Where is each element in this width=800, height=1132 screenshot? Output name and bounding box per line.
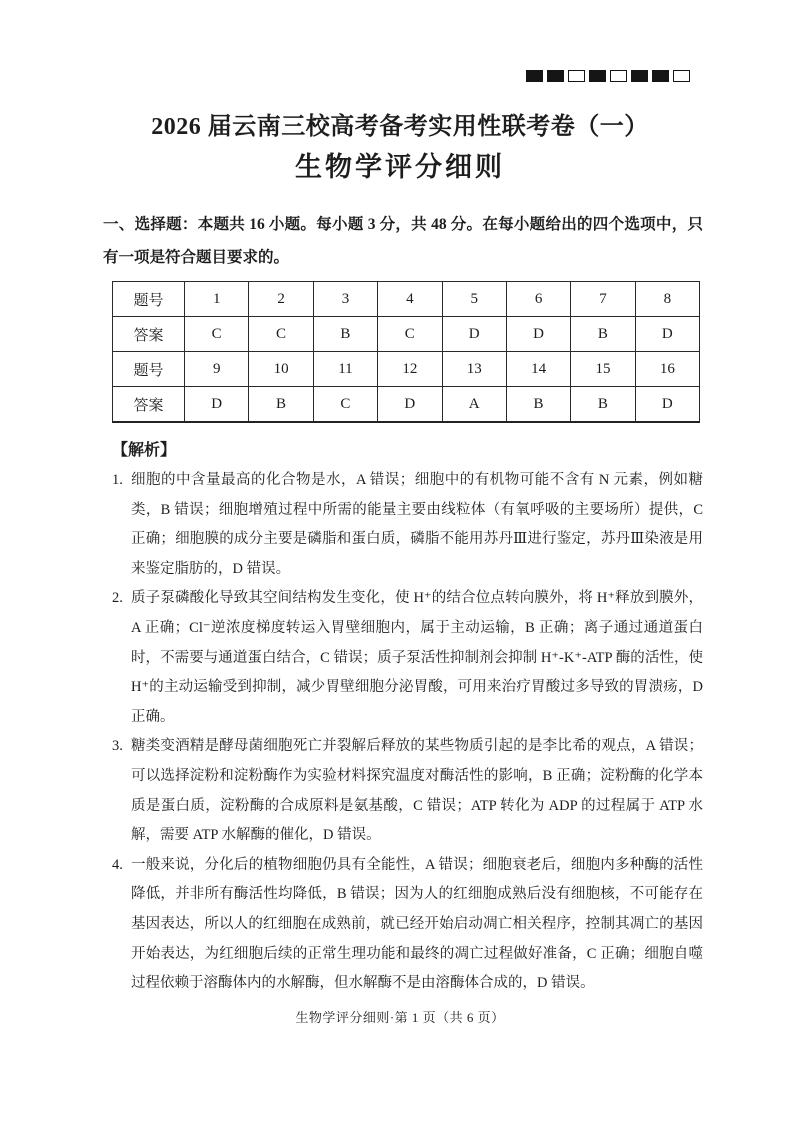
answer-cell: 6 <box>506 282 570 317</box>
analysis-heading: 【解析】 <box>112 442 177 459</box>
answer-cell: 8 <box>635 282 699 317</box>
item-number: 1. <box>112 472 123 488</box>
answer-cell: 7 <box>571 282 635 317</box>
answer-cell: D <box>442 317 506 352</box>
document-title: 2026 届云南三校高考备考实用性联考卷（一） <box>151 114 649 140</box>
answer-cell: 11 <box>313 352 377 387</box>
answer-cell: C <box>249 317 313 352</box>
answer-cell: D <box>635 317 699 352</box>
table-row <box>113 282 700 317</box>
answer-cell: C <box>378 317 442 352</box>
answer-cell: 5 <box>442 282 506 317</box>
answer-cell: B <box>313 317 377 352</box>
document-body <box>103 208 703 999</box>
filled-square-mark <box>652 70 669 82</box>
answer-cell: 1 <box>185 282 249 317</box>
answer-cell: D <box>635 387 699 423</box>
item-number: 4. <box>112 856 123 873</box>
filled-square-mark <box>631 70 648 82</box>
answer-cell: B <box>571 387 635 423</box>
row-label-cell: 题号 <box>113 352 185 387</box>
item-text: 细胞的中含量最高的化合物是水，A 错误；细胞中的有机物可能不含有 N 元素，例如糖类，B 错误；细胞增殖过程中所需的能量主要由线粒体（有氧呼吸的主要场所）提供，C 正确；细胞膜的成分主要是磷脂和蛋白质，磷脂不能用苏丹Ⅲ进行鉴定，苏丹Ⅲ染液是用来鉴定脂肪的，D 错误。 <box>131 472 703 577</box>
row-label-cell: 答案 <box>113 317 185 352</box>
answer-cell: D <box>378 387 442 423</box>
registration-marks <box>526 70 690 83</box>
answer-table <box>112 281 700 423</box>
empty-square-mark <box>673 70 690 82</box>
answer-cell: A <box>442 387 506 423</box>
document-header <box>0 0 800 185</box>
answer-cell: D <box>506 317 570 352</box>
item-text: 质子泵磷酸化导致其空间结构发生变化，使 H⁺的结合位点转向膜外，将 H⁺释放到膜外，A 正确；Cl⁻逆浓度梯度转运入胃壁细胞内，属于主动运输，B 正确；离子通过通道蛋白时，不需要与通道蛋白结合，C 错误；质子泵活性抑制剂会抑制 H⁺-K⁺-ATP 酶的活性，使 H⁺的主动运输受到抑制，减少胃壁细胞分泌胃酸，可用来治疗胃酸过多导致的胃溃疡，D 正确。 <box>131 590 703 725</box>
answer-cell: 3 <box>313 282 377 317</box>
answer-cell: C <box>185 317 249 352</box>
answer-cell: 16 <box>635 352 699 387</box>
answer-cell: B <box>571 317 635 352</box>
page-footer: 生物学评分细则·第 1 页（共 6 页） <box>295 1010 505 1025</box>
answer-cell: 10 <box>249 352 313 387</box>
analysis-list <box>103 466 703 999</box>
item-text: 糖类变酒精是酵母菌细胞死亡并裂解后释放的某些物质引起的是李比希的观点，A 错误；可以选择淀粉和淀粉酶作为实验材料探究温度对酶活性的影响，B 正确；淀粉酶的化学本质是蛋白质，淀粉酶的合成原料是氨基酸，C 错误；ATP 转化为 ADP 的过程属于 ATP 水解，需要 ATP 水解酶的催化，D 错误。 <box>131 738 703 844</box>
filled-square-mark <box>526 70 543 82</box>
answer-cell: D <box>185 387 249 423</box>
section-heading: 一、选择题：本题共 16 小题。每小题 3 分，共 48 分。在每小题给出的四个选项中，只有一项是符合题目要求的。 <box>103 216 703 266</box>
row-label-cell: 答案 <box>113 387 185 423</box>
document-subtitle: 生物学评分细则 <box>295 152 505 182</box>
item-text: 一般来说，分化后的植物细胞仍具有全能性，A 错误；细胞衰老后，细胞内多种酶的活性降低，并非所有酶活性均降低，B 错误；因为人的红细胞成熟后没有细胞核，不可能存在基因表达，所以人的红细胞在成熟前，就已经开始启动凋亡相关程序，控制其凋亡的基因开始表达，为红细胞后续的正常生理功能和最终的凋亡过程做好准备，C 正确；细胞自噬过程依赖于溶酶体内的水解酶，但水解酶不是由溶酶体合成的，D 错误。 <box>131 856 703 992</box>
empty-square-mark <box>568 70 585 82</box>
analysis-item <box>112 466 703 584</box>
filled-square-mark <box>547 70 564 82</box>
answer-table-body <box>113 282 700 423</box>
analysis-item <box>112 732 703 850</box>
answer-cell: 13 <box>442 352 506 387</box>
analysis-item <box>112 584 703 732</box>
analysis-item <box>112 851 703 999</box>
answer-cell: C <box>313 387 377 423</box>
answer-cell: 2 <box>249 282 313 317</box>
item-number: 3. <box>112 738 123 755</box>
empty-square-mark <box>610 70 627 82</box>
answer-cell: 4 <box>378 282 442 317</box>
answer-cell: 12 <box>378 352 442 387</box>
table-row <box>113 352 700 387</box>
answer-cell: 14 <box>506 352 570 387</box>
item-number: 2. <box>112 590 123 607</box>
row-label-cell: 题号 <box>113 282 185 317</box>
filled-square-mark <box>589 70 606 82</box>
answer-cell: B <box>506 387 570 423</box>
answer-cell: 15 <box>571 352 635 387</box>
table-row <box>113 317 700 352</box>
answer-cell: 9 <box>185 352 249 387</box>
table-row <box>113 387 700 423</box>
answer-cell: B <box>249 387 313 423</box>
